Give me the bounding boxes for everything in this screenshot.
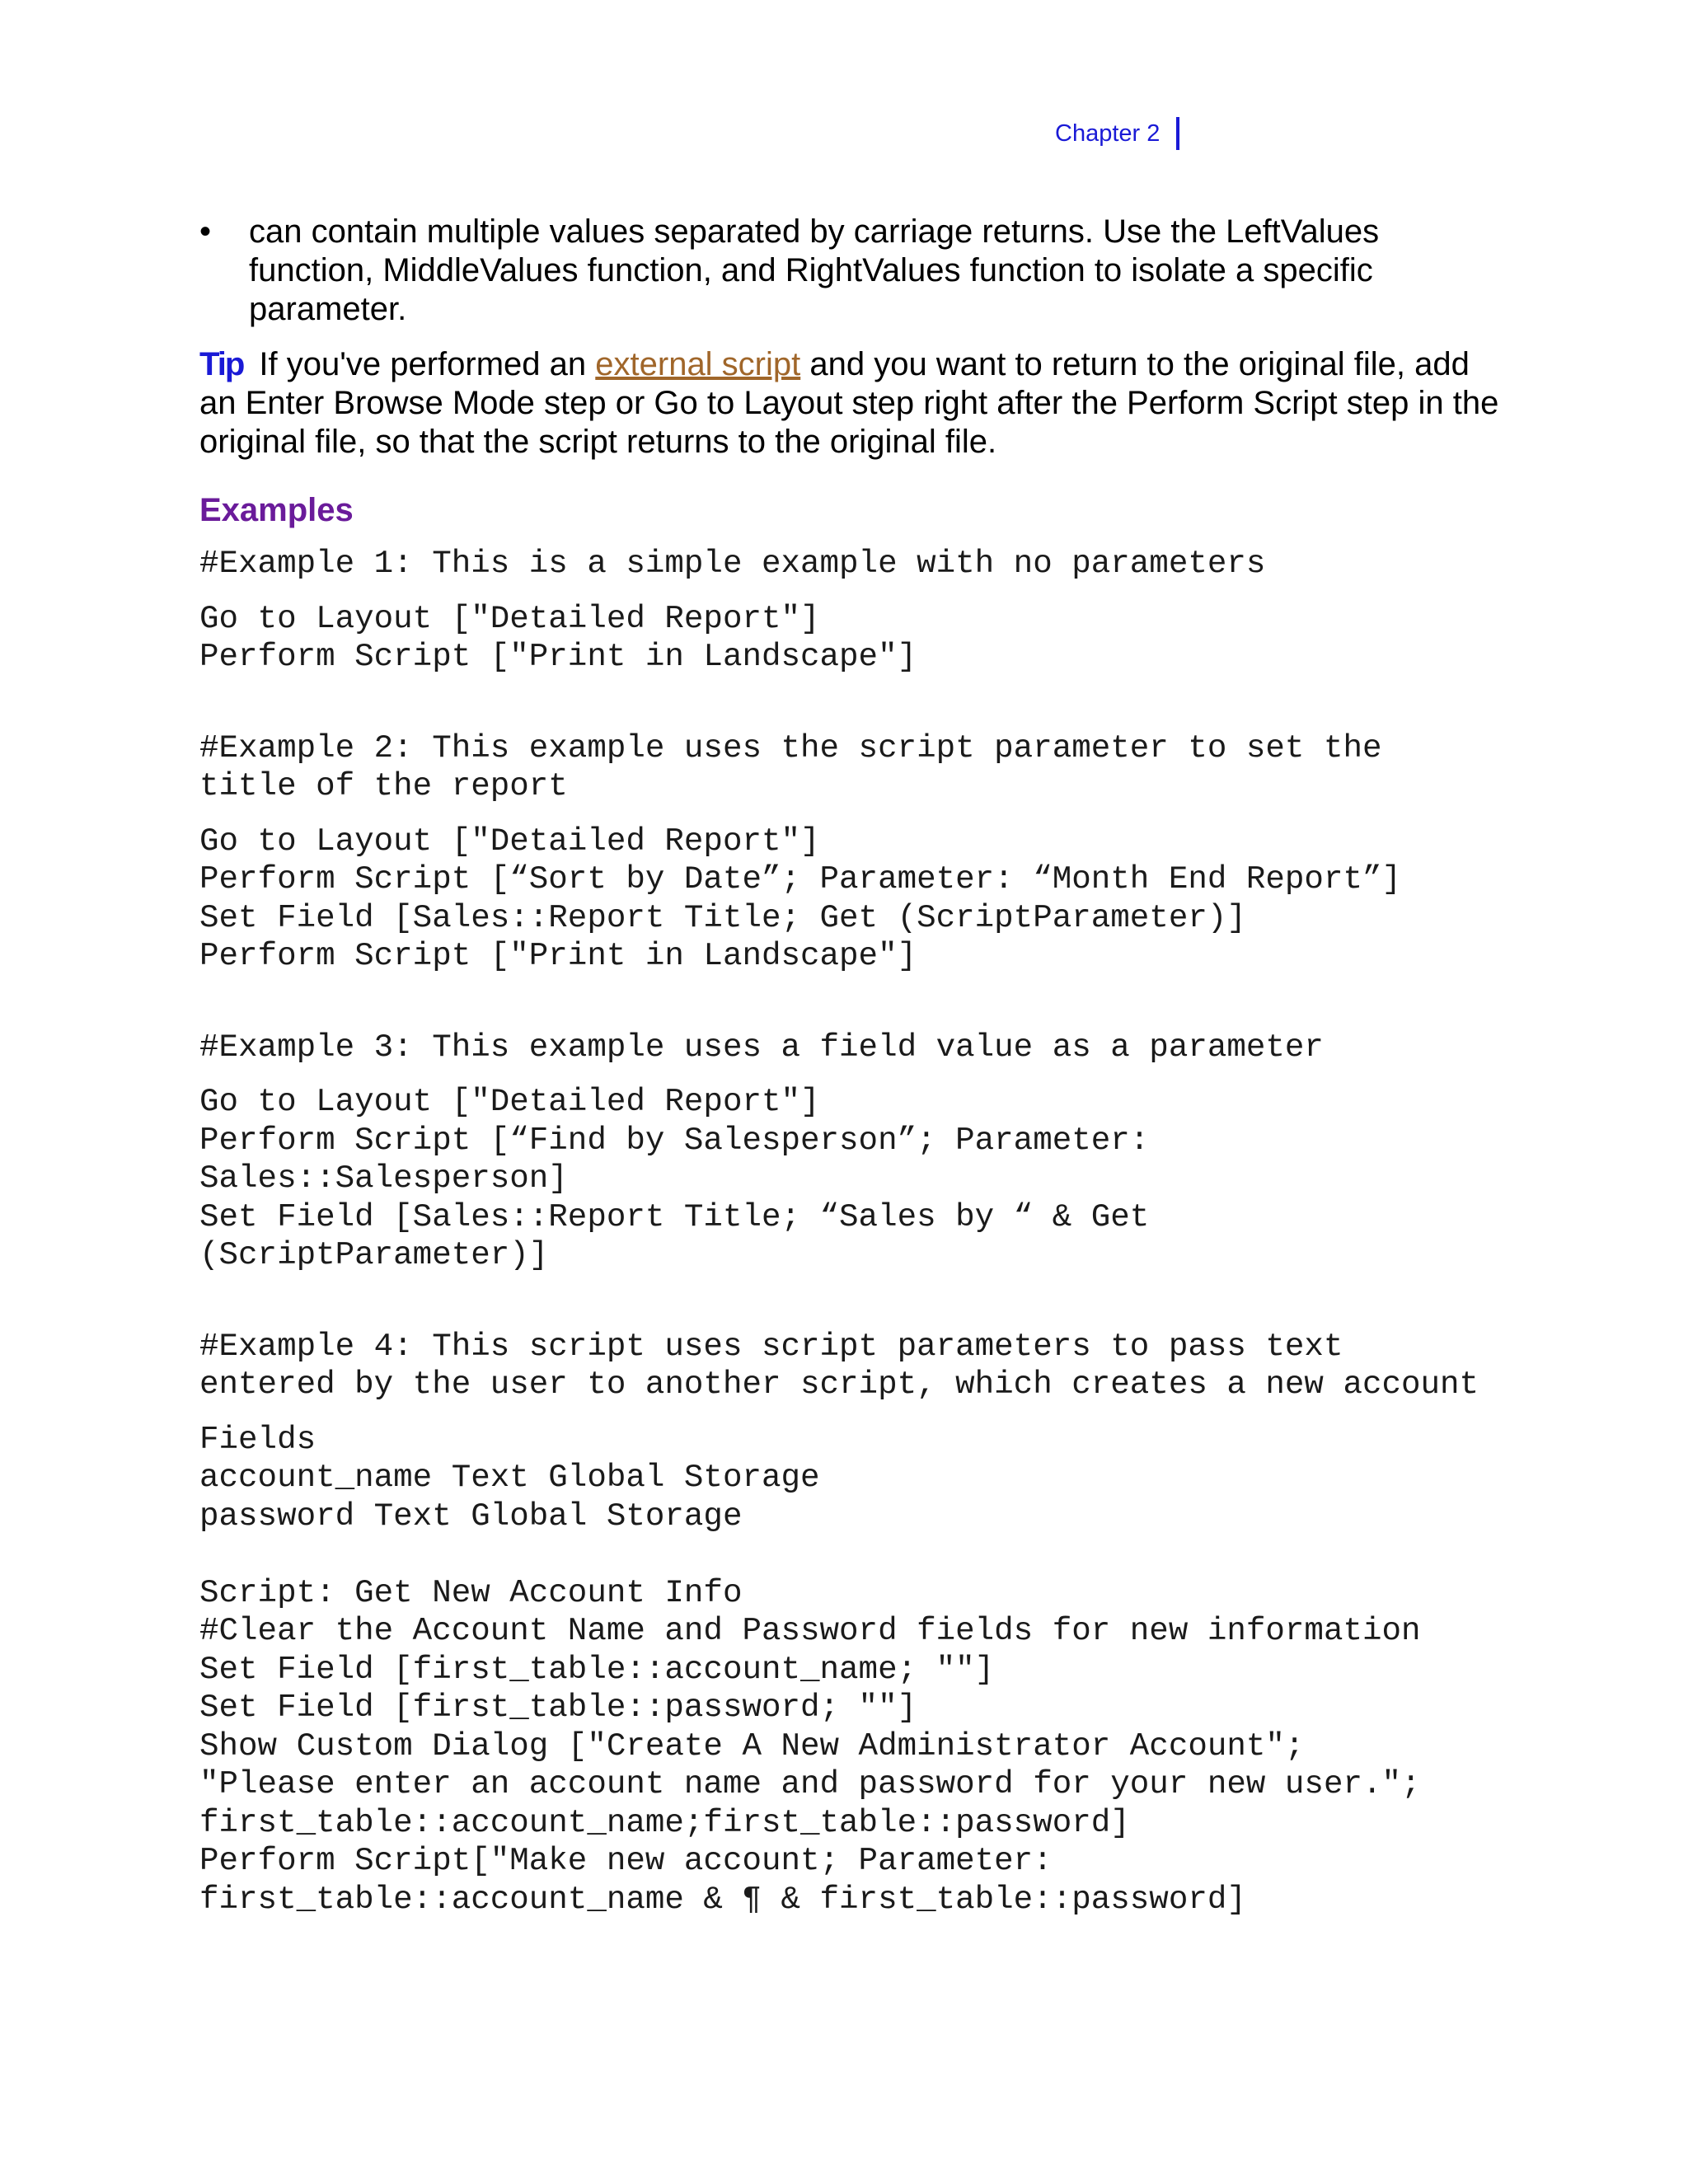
page-content	[199, 213, 1518, 1919]
example-1-comment: #Example 1: This is a simple example with no parameters	[199, 545, 1266, 582]
example-1-code: Go to Layout ["Detailed Report"] Perform Script ["Print in Landscape"]	[199, 599, 917, 675]
bullet-text: can contain multiple values separated by carriage returns. Use the LeftValues function, MiddleValues function, and RightValues function to isolate a specific parameter.	[249, 213, 1380, 327]
examples-heading: Examples	[199, 492, 354, 528]
tip-label: Tip	[199, 346, 244, 382]
bullet-icon: •	[199, 213, 212, 250]
external-script-link[interactable]: external script	[595, 346, 801, 382]
bullet-item	[199, 213, 1518, 329]
chapter-label: Chapter 2	[1055, 120, 1160, 147]
tip-paragraph	[199, 345, 1502, 462]
example-4-comment: #Example 4: This script uses script parameters to pass text entered by the user to another script, which creates a new account	[199, 1327, 1479, 1403]
chapter-divider	[1176, 117, 1179, 150]
example-3-code: Go to Layout ["Detailed Report"] Perform Script [“Find by Salesperson”; Parameter: Sales::Salesperson] Set Field [Sales::Report Title; “Sales by “ & Get (ScriptParameter)]	[199, 1083, 1150, 1273]
tip-text-after: and you want to return to the original file, add an Enter Browse Mode step or Go to Layout step right after the Perform Script step in the original file, so that the script returns to the original file.	[199, 346, 1499, 460]
page-header	[1055, 115, 1179, 152]
example-3-comment: #Example 3: This example uses a field value as a parameter	[199, 1028, 1324, 1066]
example-2-code: Go to Layout ["Detailed Report"] Perform Script [“Sort by Date”; Parameter: “Month End Report”] Set Field [Sales::Report Title; Get (ScriptParameter)] Perform Script ["Print in Landscape"]	[199, 822, 1402, 974]
example-4-code: Fields account_name Text Global Storage password Text Global Storage Script: Get New Account Info #Clear the Account Name and Password fields for new information Set Field [first_table::account_name; ""] Set Field [first_table::password; ""] Show Custom Dialog ["Create A New Administrator Account"; "Please enter an account name and password for your new user."; first_table::account_name;first_table::password] Perform Script["Make new account; Parameter: first_table::account_name & ¶ & first_table::password]	[199, 1420, 1421, 1918]
tip-text-before: If you've performed an	[259, 346, 587, 382]
example-2-comment: #Example 2: This example uses the script parameter to set the title of the report	[199, 729, 1382, 804]
